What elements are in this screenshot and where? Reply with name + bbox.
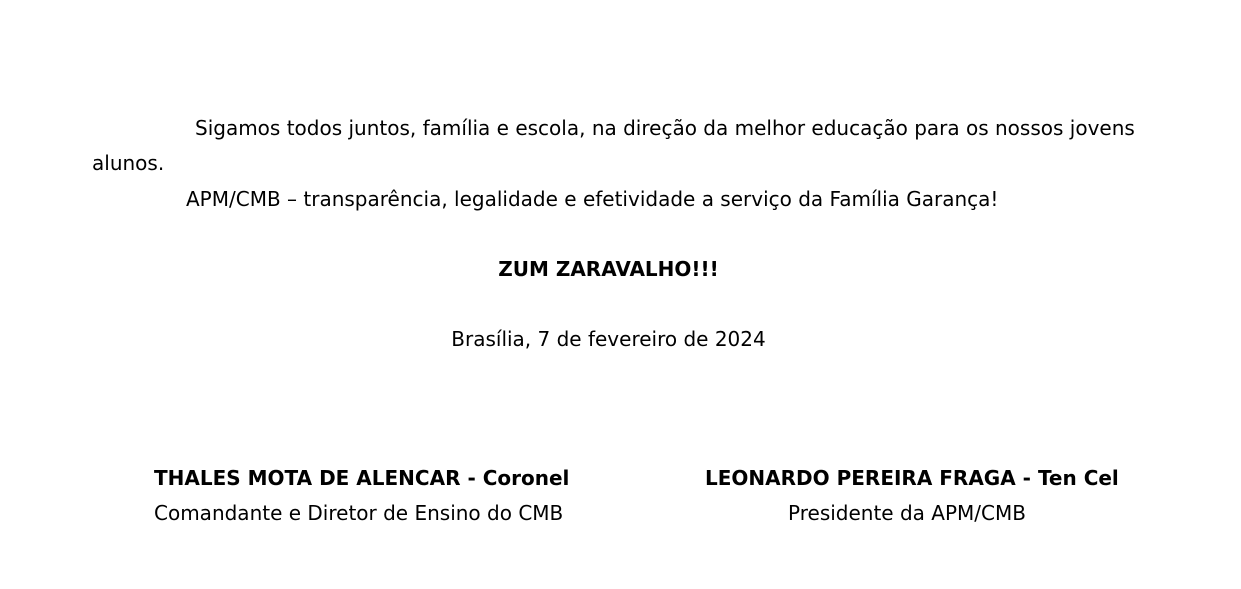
paragraph-apm-cmb: APM/CMB – transparência, legalidade e efetividade a serviço da Família Garança! <box>186 187 999 211</box>
signature-name-line <box>154 466 569 501</box>
signature-block-commander <box>154 466 569 536</box>
signature-role: Comandante e Diretor de Ensino do CMB <box>154 501 564 525</box>
signature-separator: - <box>460 466 483 490</box>
signature-name-line <box>705 466 1119 501</box>
signature-role: Presidente da APM/CMB <box>788 501 1026 525</box>
paragraph-line-2: alunos. <box>92 151 165 175</box>
paragraph-line-1: Sigamos todos juntos, família e escola, na direção da melhor educação para os nossos jovens <box>195 116 1135 140</box>
signature-block-president <box>705 466 1119 536</box>
signature-name: THALES MOTA DE ALENCAR <box>154 466 461 490</box>
signature-rank: Ten Cel <box>1037 466 1119 490</box>
signature-rank: Coronel <box>482 466 570 490</box>
motto-heading: ZUM ZARAVALHO!!! <box>498 257 719 281</box>
signature-name: LEONARDO PEREIRA FRAGA <box>705 466 1016 490</box>
date-line: Brasília, 7 de fevereiro de 2024 <box>451 327 766 351</box>
signature-separator: - <box>1015 466 1038 490</box>
